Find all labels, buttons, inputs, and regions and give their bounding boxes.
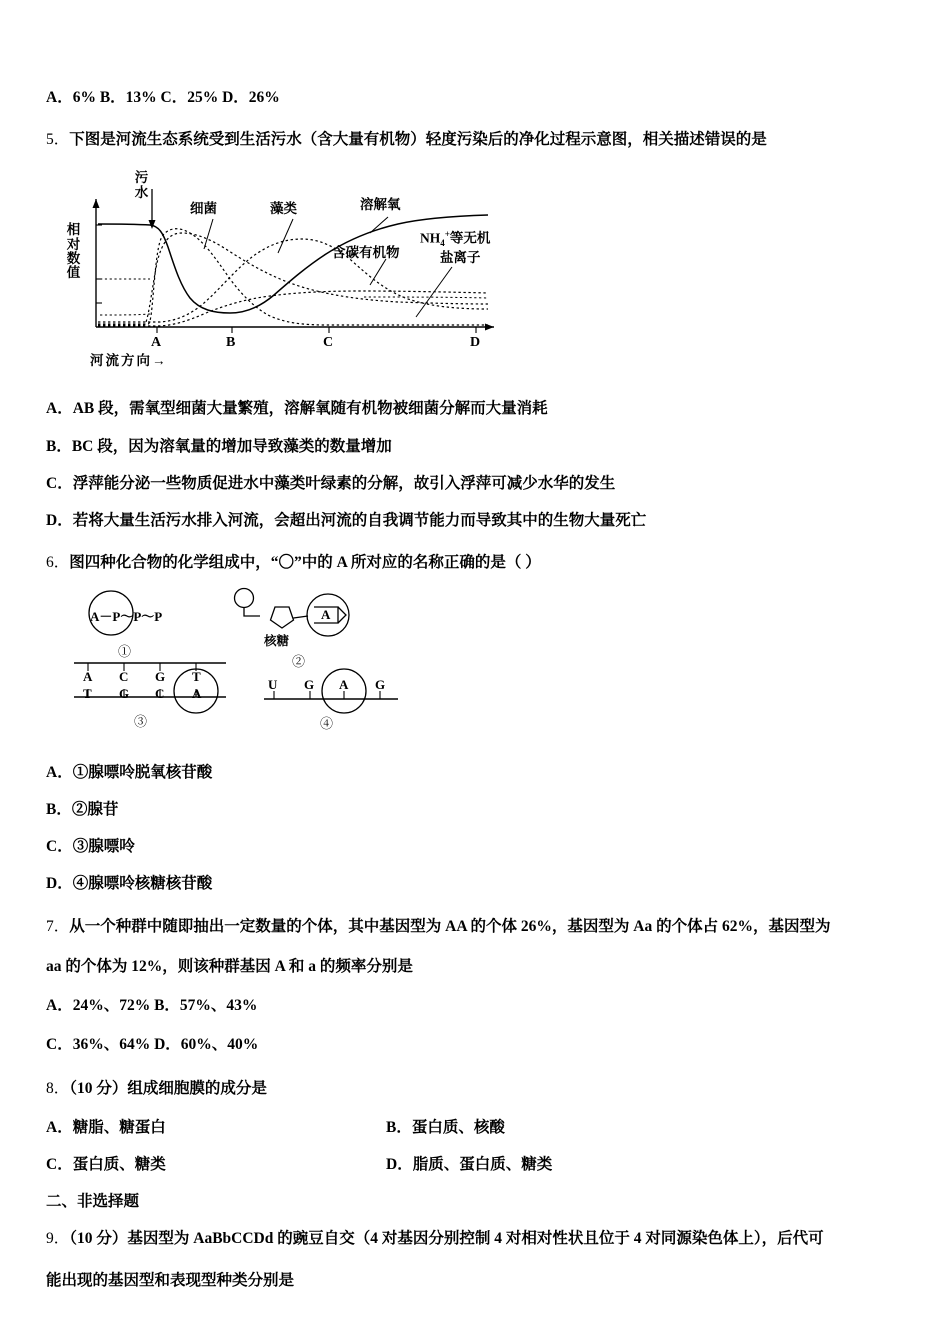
sewage-inflow-label: 污 水 xyxy=(134,170,149,200)
compound-3-top-base-4: T xyxy=(192,668,201,684)
compound-3-bottom-base-4: A xyxy=(192,685,202,701)
curve-baseline-aux xyxy=(100,314,150,315)
compound-4-base-3: A xyxy=(339,676,349,692)
label-carbon-organic-matter: 含碳有机物 xyxy=(332,245,400,261)
question-7-stem-line-2: aa 的个体为 12%，则该种群基因 A 和 a 的频率分别是 xyxy=(46,957,413,975)
q8-option-b xyxy=(386,1116,505,1139)
q8-option-a-text: 糖脂、糖蛋白 xyxy=(72,1118,166,1136)
question-9-stem-line-2: 能出现的基因型和表现型种类分别是 xyxy=(46,1271,295,1289)
compound-1-formula: A－P～P～P xyxy=(90,608,163,624)
x-tick-C: C xyxy=(323,335,334,351)
q6-option-a-text: ①腺嘌呤脱氧核苷酸 xyxy=(72,763,213,781)
q5-option-d-text: 若将大量生活污水排入河流，会超出河流的自我调节能力而导致其中的生物大量死亡 xyxy=(72,512,647,530)
question-7-number: 7． xyxy=(46,917,70,935)
q5-option-b xyxy=(46,435,912,458)
compound-2-sugar-label: 核糖 xyxy=(264,633,290,648)
question-6-text: 图四种化合物的化学组成中，“〇”中的 A 所对应的名称正确的是（ ） xyxy=(69,554,541,572)
q7-options-row-1: A．24%、72% B．57%、43% xyxy=(46,997,258,1015)
label-algae: 藻类 xyxy=(270,201,297,217)
question-8-text: （10 分）组成细胞膜的成分是 xyxy=(69,1079,267,1097)
q6-option-d-label: D． xyxy=(46,875,73,893)
q8-option-b-text: 蛋白质、核酸 xyxy=(411,1118,505,1136)
question-5-number: 5． xyxy=(46,131,70,149)
q8-option-d-text: 脂质、蛋白质、糖类 xyxy=(412,1156,553,1174)
x-tick-A: A xyxy=(151,335,162,351)
compound-2-phosphate-circle xyxy=(235,588,254,607)
four-compounds-figure xyxy=(68,585,468,737)
compound-4-index: ④ xyxy=(320,715,334,731)
y-axis-label: 相 对 数 值 xyxy=(66,222,81,280)
q8-option-c-label: C． xyxy=(46,1156,73,1174)
question-8-stem xyxy=(46,1074,912,1104)
q8-option-d xyxy=(386,1153,552,1176)
q7-options-row-2: C．36%、64% D．60%、40% xyxy=(46,1035,259,1053)
question-6-stem xyxy=(46,548,912,578)
q8-option-a-label: A． xyxy=(46,1118,73,1136)
q6-option-b-text: ②腺苷 xyxy=(71,800,119,818)
q8-option-a xyxy=(46,1116,386,1139)
q4-options-line: A．6% B．13% C．25% D．26% xyxy=(46,89,280,106)
page-content xyxy=(46,86,912,1296)
q6-option-c-text: ③腺嘌呤 xyxy=(72,838,135,856)
q5-option-c xyxy=(46,472,912,495)
q6-option-c xyxy=(46,835,912,858)
question-5-text: 下图是河流生态系统受到生活污水（含大量有机物）轻度污染后的净化过程示意图，相关描述错误的是 xyxy=(69,131,767,149)
x-tick-D: D xyxy=(470,335,481,351)
q5-option-d-label: D． xyxy=(46,512,73,530)
q8-options-row-1 xyxy=(46,1116,912,1139)
q5-option-b-label: B． xyxy=(46,437,72,455)
compound-4-base-2: G xyxy=(304,676,315,692)
compound-3-top-base-2: C xyxy=(119,668,129,684)
x-axis-arrow xyxy=(485,324,494,331)
curve-baseline-aux-3 xyxy=(364,297,488,298)
q6-option-b xyxy=(46,798,912,821)
curve-inorganic-salt-ions xyxy=(98,291,488,326)
q5-option-a xyxy=(46,397,912,420)
compound-4-base-ticks xyxy=(274,691,380,699)
compound-3-base-ticks xyxy=(88,663,196,697)
q6-option-b-label: B． xyxy=(46,800,72,818)
q8-option-c-text: 蛋白质、糖类 xyxy=(72,1156,166,1174)
question-8-number: 8． xyxy=(46,1079,70,1097)
compound-3-bottom-base-2: G xyxy=(119,685,130,701)
q6-option-a-label: A． xyxy=(46,763,73,781)
label-inorganic-salt-ions: $NH_4^+$等无机 盐离子 xyxy=(420,229,491,265)
q6-option-d-text: ④腺嘌呤核糖核苷酸 xyxy=(72,875,213,893)
compound-2-ribose-pentagon xyxy=(271,607,294,628)
compound-3-bottom-base-1: T xyxy=(83,685,92,701)
compound-1-index: ① xyxy=(118,643,132,659)
question-7-text-1: 从一个种群中随即抽出一定数量的个体，其中基因型为 AA 的个体 26%，基因型为 Aa 的个体占 62%，基因型为 xyxy=(69,917,831,935)
q5-option-c-text: 浮萍能分泌一些物质促进水中藻类叶绿素的分解，故引入浮萍可减少水华的发生 xyxy=(72,474,616,492)
compound-2-base-bond xyxy=(294,616,309,618)
section-2-heading: 二、非选择题 xyxy=(46,1193,140,1211)
question-7-stem-line-1 xyxy=(46,912,912,942)
q5-option-a-label: A． xyxy=(46,400,73,418)
compound-3-top-base-1: A xyxy=(83,668,93,684)
compound-4-base-1: U xyxy=(268,676,278,692)
question-5-stem xyxy=(46,125,912,155)
label-bacteria: 细菌 xyxy=(190,201,217,217)
q5-option-c-label: C． xyxy=(46,474,73,492)
x-axis-ticks xyxy=(157,327,476,333)
compound-3-top-base-3: G xyxy=(155,668,166,684)
compound-2-base-notch xyxy=(338,607,346,623)
compound-3-index: ③ xyxy=(134,713,148,729)
compound-4-base-4: G xyxy=(375,676,386,692)
q6-option-c-label: C． xyxy=(46,838,73,856)
q5-option-b-text: BC 段，因为溶氧量的增加导致藻类的数量增加 xyxy=(71,437,392,455)
compound-3-bottom-base-3: C xyxy=(155,685,165,701)
y-axis-ticks xyxy=(96,225,102,303)
sewage-inflow-arrow xyxy=(149,189,156,229)
question-9-stem-line-1 xyxy=(46,1224,912,1254)
x-axis-label: 河流方向→ xyxy=(90,353,166,369)
q8-option-d-label: D． xyxy=(386,1156,413,1174)
question-9-number: 9． xyxy=(46,1229,70,1247)
compound-2-base-letter: A xyxy=(321,606,331,622)
q8-options-row-2 xyxy=(46,1153,912,1176)
river-purification-chart xyxy=(64,167,534,367)
q5-option-d xyxy=(46,509,912,532)
y-axis-arrow xyxy=(93,199,100,208)
q6-option-a xyxy=(46,761,912,784)
question-6-number: 6． xyxy=(46,554,70,572)
q5-option-a-text: AB 段，需氧型细菌大量繁殖，溶解氧随有机物被细菌分解而大量消耗 xyxy=(72,400,548,418)
q8-option-c xyxy=(46,1153,386,1176)
q6-option-d xyxy=(46,872,912,895)
compound-2-phosphate-bond xyxy=(244,607,260,616)
question-9-text-1: （10 分）基因型为 AaBbCCDd 的豌豆自交（4 对基因分别控制 4 对相对性状且位于 4 对同源染色体上），后代可 xyxy=(69,1229,824,1247)
x-tick-B: B xyxy=(226,335,236,351)
q8-option-b-label: B． xyxy=(386,1118,412,1136)
label-dissolved-oxygen: 溶解氧 xyxy=(360,197,401,213)
compound-2-index: ② xyxy=(292,653,306,669)
